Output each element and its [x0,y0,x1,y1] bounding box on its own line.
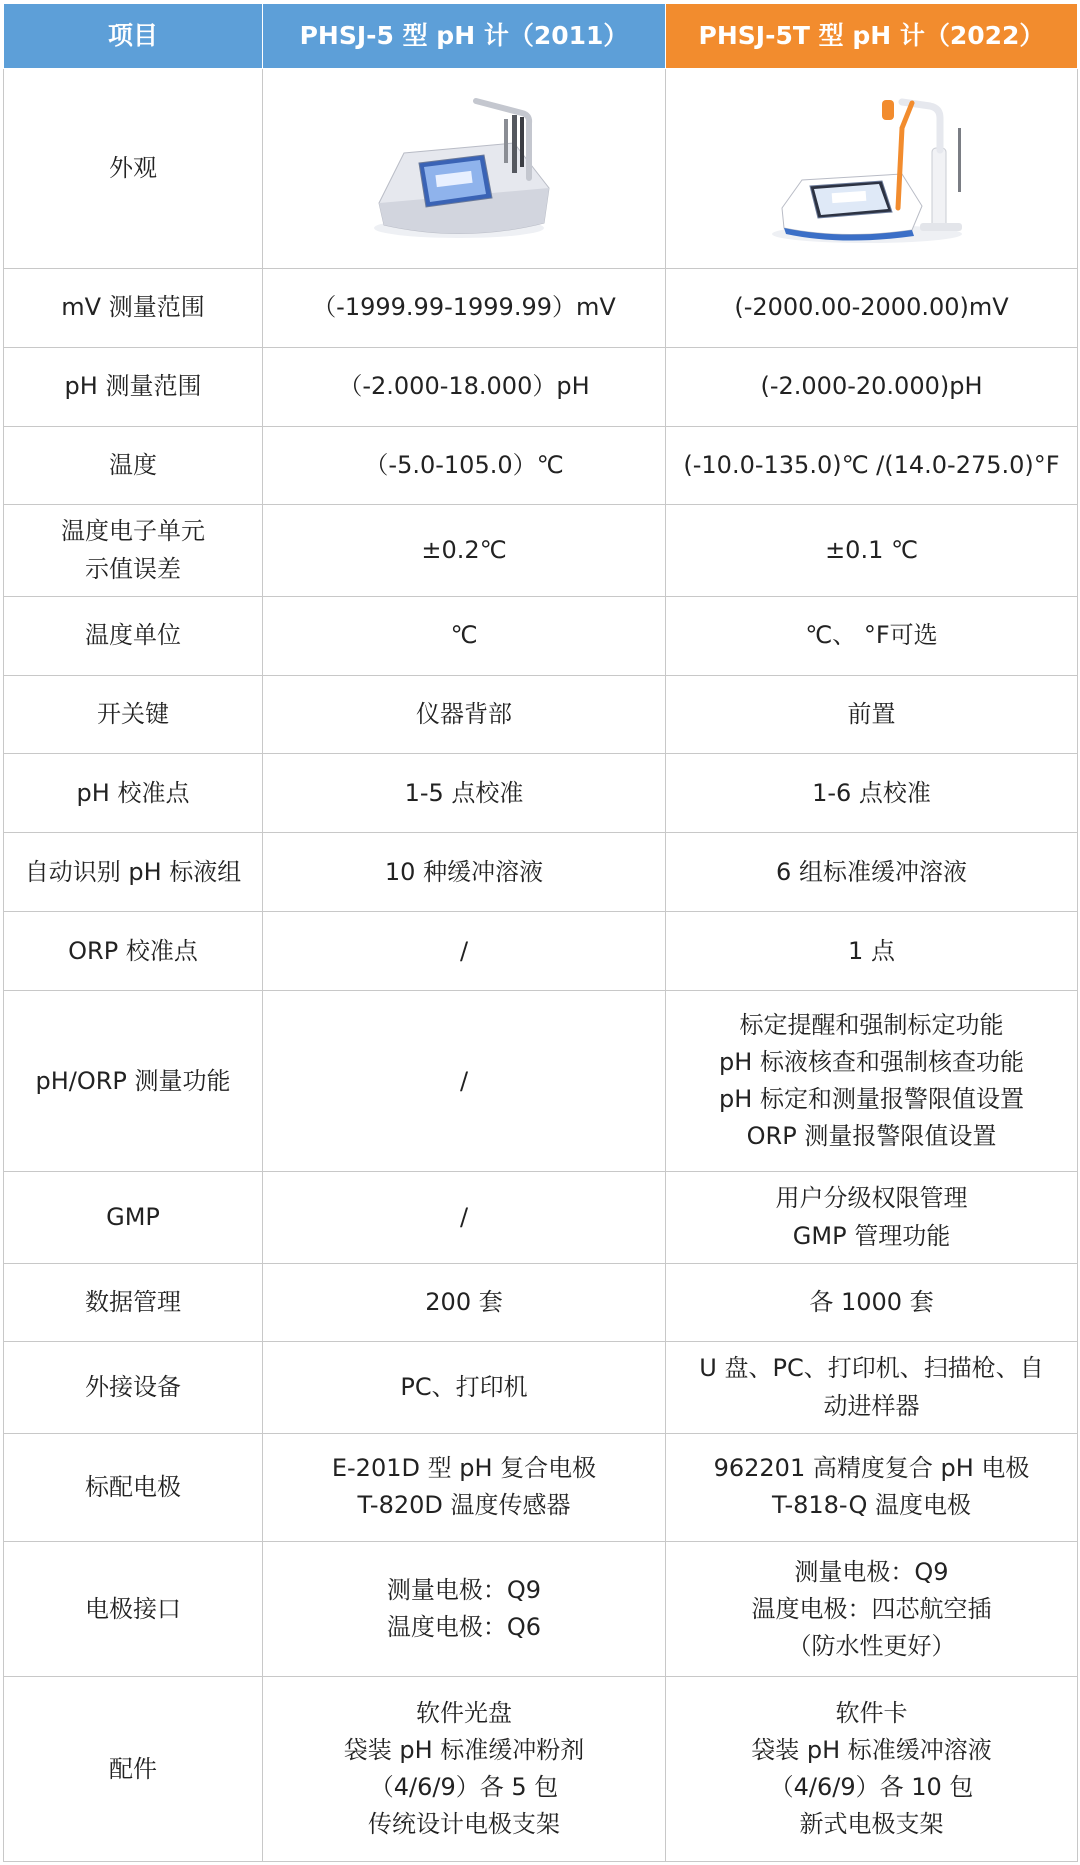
cell-text-line: 962201 高精度复合 pH 电极 [713,1454,1030,1483]
cell-text-line: / [459,1066,469,1095]
cell-text-line: （-5.0-105.0）℃ [364,450,564,479]
ph-meter-old-image [364,93,564,243]
table-row [4,1263,1078,1342]
old-model-value [263,1542,666,1677]
cell-text-line: 示值误差 [85,554,181,583]
row-label [4,1677,263,1862]
cell-text-line: 温度单位 [85,620,181,649]
cell-text-line: 新式电极支架 [799,1810,944,1839]
new-model-value [666,596,1078,675]
ph-meter-new-image [762,88,982,248]
cell-text-line: 数据管理 [85,1287,181,1316]
comparison-table [3,3,1078,1862]
cell-text-line: 标配电极 [85,1472,181,1501]
old-model-value [263,1263,666,1342]
new-model-value [666,1172,1078,1263]
new-model-value [666,912,1078,991]
cell-text-line: 前置 [847,699,896,728]
cell-text-line: 10 种缓冲溶液 [384,857,544,886]
table-row [4,1172,1078,1263]
cell-text-line: 传统设计电极支架 [368,1810,560,1839]
appearance-label: 外观 [4,69,263,269]
cell-text-line: 温度电极：Q6 [386,1613,542,1642]
cell-text-line: 软件卡 [835,1698,908,1727]
cell-text-line: 温度电子单元 [61,517,205,546]
new-model-value [666,1433,1078,1542]
cell-text-line: (-2.000-20.000)pH [760,372,983,401]
cell-text-line: （防水性更好） [787,1631,956,1660]
old-model-value [263,1172,666,1263]
cell-text-line: / [459,1202,469,1231]
header-old-model: PHSJ-5 型 pH 计（2011） [263,4,666,69]
cell-text-line: GMP [106,1202,160,1231]
header-row [4,4,1078,69]
cell-text-line: 外接设备 [85,1372,181,1401]
cell-text-line: ℃ [450,620,478,649]
new-model-value [666,1263,1078,1342]
new-model-value [666,675,1078,754]
new-model-value [666,1342,1078,1433]
row-label [4,268,263,347]
cell-text-line: 用户分级权限管理 [775,1184,968,1213]
cell-text-line: 自动识别 pH 标液组 [24,857,242,886]
old-model-value [263,1342,666,1433]
old-model-value [263,991,666,1172]
cell-text-line: T-818-Q 温度电极 [772,1491,971,1520]
new-model-value [666,505,1078,596]
old-model-value [263,754,666,833]
cell-text-line: T-820D 温度传感器 [357,1491,571,1520]
cell-text-line: GMP 管理功能 [792,1221,951,1250]
old-model-value [263,1433,666,1542]
cell-text-line: 电极接口 [85,1594,181,1623]
cell-text-line: ORP 测量报警限值设置 [746,1122,997,1151]
new-model-value [666,754,1078,833]
old-model-value [263,426,666,505]
cell-text-line: ℃、 °F可选 [805,620,938,649]
row-label [4,991,263,1172]
cell-text-line: pH 测量范围 [64,372,202,401]
cell-text-line: U 盘、PC、打印机、扫描枪、自 [699,1354,1044,1383]
new-model-value [666,1677,1078,1862]
cell-text-line: （-1999.99-1999.99）mV [312,293,616,322]
cell-text-line: 标定提醒和强制标定功能 [739,1010,1004,1039]
cell-text-line: （4/6/9）各 5 包 [369,1773,559,1802]
row-label [4,754,263,833]
new-model-value [666,833,1078,912]
old-model-value [263,912,666,991]
cell-text-line: (-10.0-135.0)℃ /(14.0-275.0)°F [683,450,1060,479]
old-device-image [263,69,666,269]
row-label [4,833,263,912]
table-row [4,675,1078,754]
new-model-value [666,426,1078,505]
old-model-value [263,596,666,675]
table-row [4,833,1078,912]
appearance-row [4,69,1078,269]
old-model-value [263,1677,666,1862]
row-label [4,912,263,991]
cell-text-line: mV 测量范围 [61,293,205,322]
cell-text-line: E-201D 型 pH 复合电极 [331,1454,597,1483]
cell-text-line: 1-6 点校准 [812,778,931,807]
cell-text-line: 测量电极：Q9 [386,1576,542,1605]
new-model-value [666,347,1078,426]
cell-text-line: 配件 [109,1754,157,1783]
table-row [4,912,1078,991]
cell-text-line: 袋装 pH 标准缓冲溶液 [751,1736,992,1765]
old-model-value [263,505,666,596]
cell-text-line: pH 校准点 [76,778,190,807]
old-model-value [263,675,666,754]
new-device-image [666,69,1078,269]
table-row [4,505,1078,596]
table-row [4,347,1078,426]
cell-text-line: ±0.2℃ [421,535,507,564]
table-row [4,991,1078,1172]
row-label [4,1542,263,1677]
row-label [4,1433,263,1542]
cell-text-line: （-2.000-18.000）pH [338,372,590,401]
cell-text-line: ±0.1 ℃ [825,535,918,564]
cell-text-line: 1-5 点校准 [404,778,524,807]
new-model-value [666,991,1078,1172]
cell-text-line: PC、打印机 [400,1372,528,1401]
table-row [4,426,1078,505]
cell-text-line: pH 标定和测量报警限值设置 [719,1085,1024,1114]
row-label [4,505,263,596]
cell-text-line: 袋装 pH 标准缓冲粉剂 [343,1736,585,1765]
new-model-value [666,1542,1078,1677]
cell-text-line: 200 套 [425,1287,503,1316]
cell-text-line: 6 组标准缓冲溶液 [776,857,967,886]
cell-text-line: 动进样器 [823,1391,920,1420]
old-model-value [263,833,666,912]
cell-text-line: （4/6/9）各 10 包 [769,1773,974,1802]
table-row [4,1677,1078,1862]
old-model-value [263,347,666,426]
cell-text-line: 测量电极：Q9 [794,1557,949,1586]
cell-text-line: / [459,936,469,965]
header-new-model: PHSJ-5T 型 pH 计（2022） [666,4,1078,69]
row-label [4,1263,263,1342]
cell-text-line: 温度 [109,450,157,479]
table-row [4,1342,1078,1433]
table-row [4,754,1078,833]
row-label [4,596,263,675]
old-model-value [263,268,666,347]
cell-text-line: 温度电极：四芯航空插 [751,1594,992,1623]
header-item: 项目 [4,4,263,69]
row-label [4,1342,263,1433]
cell-text-line: 仪器背部 [416,699,512,728]
table-row [4,1542,1078,1677]
table-row [4,1433,1078,1542]
row-label [4,426,263,505]
table-row [4,268,1078,347]
cell-text-line: pH/ORP 测量功能 [35,1066,231,1095]
cell-text-line: 1 点 [848,936,895,965]
row-label [4,675,263,754]
cell-text-line: (-2000.00-2000.00)mV [734,293,1009,322]
cell-text-line: 各 1000 套 [809,1287,934,1316]
table-row [4,596,1078,675]
cell-text-line: ORP 校准点 [68,936,198,965]
new-model-value [666,268,1078,347]
row-label [4,347,263,426]
row-label [4,1172,263,1263]
cell-text-line: 软件光盘 [416,1698,512,1727]
cell-text-line: 开关键 [97,699,169,728]
cell-text-line: pH 标液核查和强制核查功能 [719,1048,1024,1077]
